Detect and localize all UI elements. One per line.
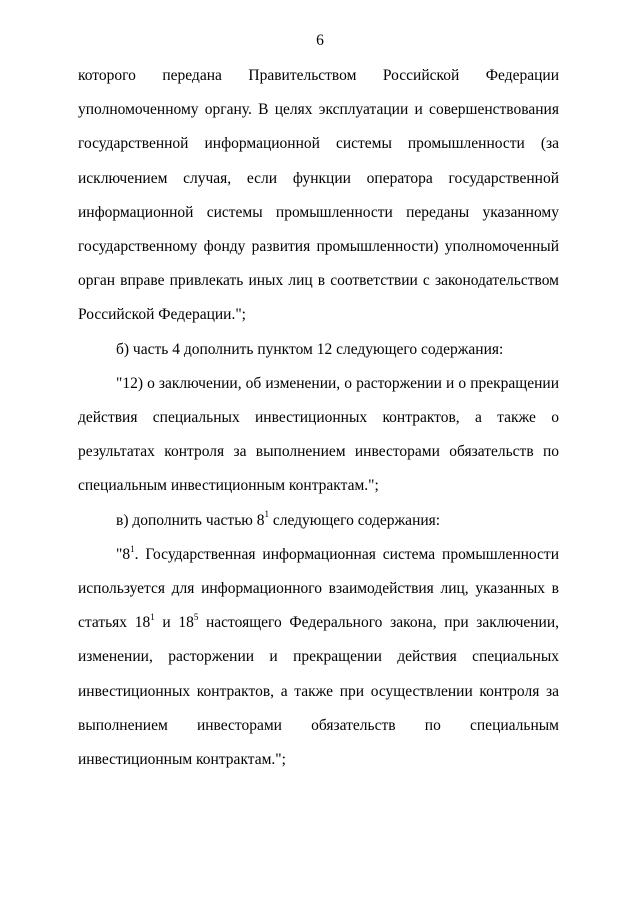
superscript: 1 (130, 543, 135, 554)
superscript: 5 (193, 612, 199, 623)
paragraph-text: настоящего Федерального закона, при заключении, изменении, расторжении и прекращении действия специальных инвестиционных контрактов, а также при осуществлении контроля за выполнением инвесторами обязательств по специальным инвестиционным контрактам."; (78, 614, 559, 769)
paragraph-part-8-1 (78, 538, 559, 777)
superscript: 1 (264, 509, 269, 520)
document-body (78, 59, 559, 777)
paragraph-text: следующего содержания: (268, 511, 441, 529)
paragraph-text: в) дополнить частью 8 (116, 511, 265, 529)
paragraph-text: "8 (116, 545, 131, 563)
page-number: 6 (316, 32, 324, 49)
paragraph-point-12 (78, 367, 559, 504)
paragraph-text: . Государственная информационная система промышленности используется для информационного взаимодействия лиц, указанных в статьях 18 (78, 545, 559, 632)
paragraph-continuation (78, 59, 559, 333)
paragraph-text: "12) о заключении, об изменении, о расторжении и о прекращении действия специальных инвестиционных контрактов, а также о результатах контроля за выполнением инвесторами обязательств по специальным инвестиционным контрактам."; (78, 374, 559, 495)
paragraph-text: б) часть 4 дополнить пунктом 12 следующего содержания: (116, 340, 504, 358)
paragraph-item-b (78, 333, 559, 367)
superscript: 1 (150, 612, 155, 623)
paragraph-item-v (78, 504, 559, 538)
paragraph-text: которого передана Правительством Российской Федерации уполномоченному органу. В целях эксплуатации и совершенствования государственной информационной системы промышленности (за исключением случая, если функции оператора государственной информационной системы промышленности переданы указанному государственному фонду развития промышленности) уполномоченный орган вправе привлекать иных лиц в соответствии с законодательством Российской Федерации."; (78, 67, 559, 324)
paragraph-text: и 18 (154, 614, 194, 632)
